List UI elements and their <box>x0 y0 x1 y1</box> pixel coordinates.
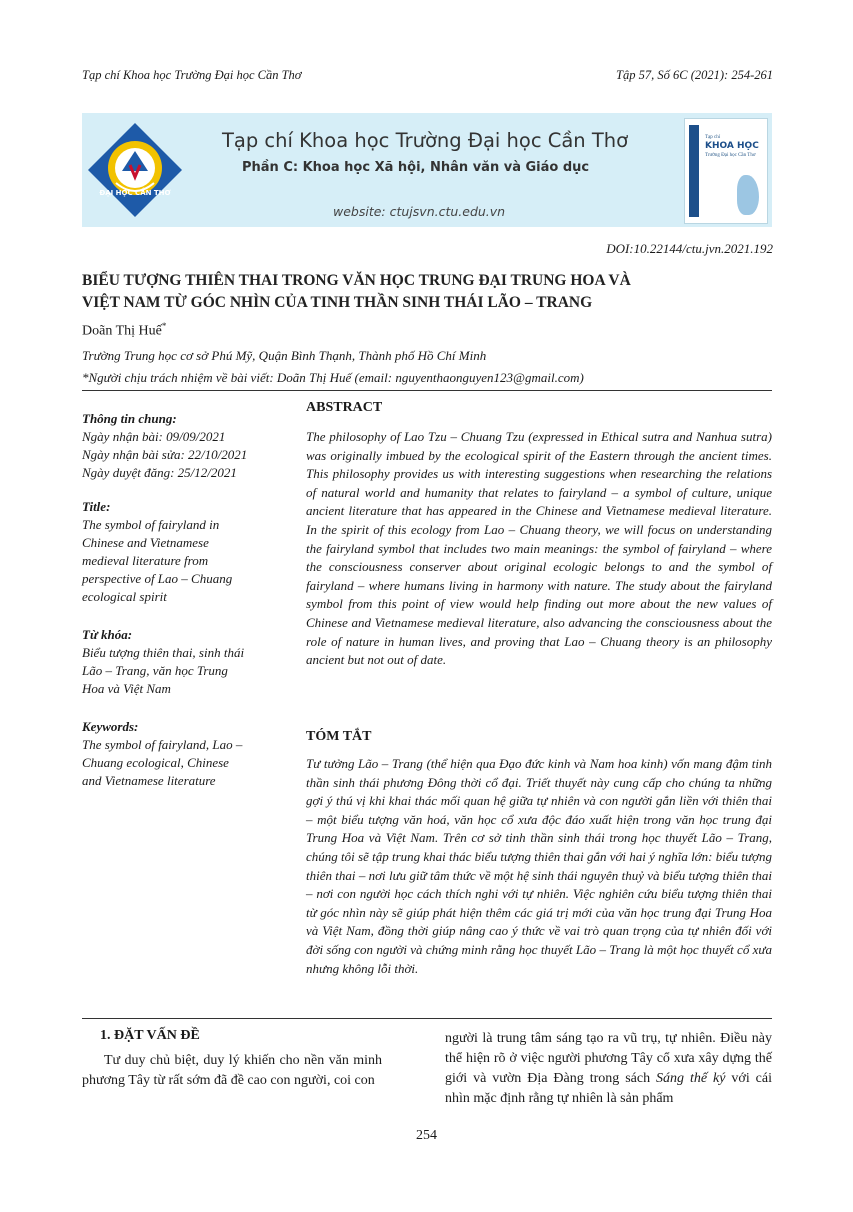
banner-subtitle: Phần C: Khoa học Xã hội, Nhân văn và Giáo dục <box>242 160 590 175</box>
affiliation: Trường Trung học cơ sở Phú Mỹ, Quận Bình Thạnh, Thành phố Hồ Chí Minh <box>82 348 487 363</box>
author-mark: * <box>161 321 167 331</box>
article-title <box>82 270 782 314</box>
body-text: với cái nhìn mặc định rằng tự nhiên là sản phẩm <box>445 1071 772 1106</box>
corresponding-author: *Người chịu trách nhiệm về bài viết: Doãn Thị Huế (email: nguyenthaonguyen123@gmail.com) <box>82 370 584 385</box>
logo-emblem-icon <box>86 121 184 219</box>
keywords-line: The symbol of fairyland, Lao – <box>82 737 243 752</box>
abstract-heading: ABSTRACT <box>306 400 383 415</box>
body-text-right-column <box>445 1029 772 1109</box>
author <box>82 321 166 340</box>
keywords-heading: Keywords: <box>82 719 139 734</box>
logo-text: ĐẠI HỌC CẦN THƠ <box>99 189 171 197</box>
received-date: Ngày nhận bài: 09/09/2021 <box>82 429 226 444</box>
university-logo <box>86 121 184 219</box>
body-text-left-column: Tư duy chủ biệt, duy lý khiến cho nền văn minh phương Tây từ rất sớm đã đề cao con người, coi con <box>82 1053 382 1088</box>
journal-cover-thumbnail <box>684 118 768 224</box>
accepted-date: Ngày duyệt đăng: 25/12/2021 <box>82 465 237 480</box>
vietnamese-keywords-heading: Từ khóa: <box>82 627 133 642</box>
vietnamese-keywords-line: Lão – Trang, văn học Trung <box>82 663 228 678</box>
tomtat-text: Tư tưởng Lão – Trang (thể hiện qua Đạo đức kinh và Nam hoa kinh) vốn mang đậm tinh thần sinh thái phương Đông thời cổ đại. Triết thuyết này cung cấp cho chúng ta những gợi ý thú vị khi khai thác mối quan hệ giữa tự nhiên và con người gắn liền với thiên thai – một biểu tượng văn hoá, văn học cổ xưa độc đáo xuất hiện trong văn học trung đại Trung Hoa và Việt Nam. Trên cơ sở tinh thần sinh thái trong học thuyết Lão – Trang, chúng tôi sẽ tập trung khai thác biểu tượng thiên thai gắn với hai ý nghĩa lớn: biểu tượng thiên thai – nơi lưu giữ tâm thức về một hệ sinh thái nguyên thuỷ và biểu tượng thiên thai – nơi con người học cách thích nghi với tự nhiên. Việc nghiên cứu biểu tượng thiên thai từ góc nhìn này sẽ giúp phát hiện thêm các giá trị mới của văn học trung đại Trung Hoa và Việt Nam, đồng thời giúp nâng cao ý thức về vai trò quan trọng của tự nhiên đối với đời sống con người và chứng minh rằng học thuyết Lão – Trang là một học thuyết cổ xưa nhưng không lỗi thời. <box>306 756 772 976</box>
vietnamese-keywords-line: Biểu tượng thiên thai, sinh thái <box>82 645 245 660</box>
section-heading: 1. ĐẶT VẤN ĐỀ <box>100 1028 200 1043</box>
abstract-text: The philosophy of Lao Tzu – Chuang Tzu (expressed in Ethical sutra and Nanhua sutra) was originally imbued by the ecological spirit of the Eastern through the ancient times. This philosophy provides us with interesting suggestions when researching the relations of natural world and humanity that relates to fairyland – a symbol of culture, unique ancient literature that has appeared in the Chinese and Vietnamese medieval literature. In the spirit of this ecology from Lao – Chuang theory, we will focus on understanding the fairyland symbol that includes two main meanings: the symbol of fairyland – where the consciousness conserver about original ecologic belongs to and the symbol of fairyland – where humans living in harmony with nature. The study about the fairyland symbol from this point of view would help finding out more about the new values of Chinese and Vietnamese medieval literature, also advancing the consciousness about the role of nature in human lives, and proving that Lao – Chuang theory is an philosophy ancient but not out of date. <box>306 429 772 668</box>
english-title-line: The symbol of fairyland in <box>82 517 220 532</box>
english-title-line: perspective of Lao – Chuang <box>82 571 233 586</box>
keywords-line: and Vietnamese literature <box>82 773 216 788</box>
cover-label-small: Tạp chí <box>705 135 721 140</box>
tomtat-heading: TÓM TẮT <box>306 729 372 744</box>
cover-title: KHOA HỌC <box>705 141 759 151</box>
english-title-line: ecological spirit <box>82 589 167 604</box>
info-heading: Thông tin chung: <box>82 411 177 426</box>
revised-date: Ngày nhận bài sửa: 22/10/2021 <box>82 447 248 462</box>
keywords-line: Chuang ecological, Chinese <box>82 755 229 770</box>
banner-website: website: ctujsvn.ctu.edu.vn <box>333 204 506 219</box>
banner-title: Tạp chí Khoa học Trường Đại học Cần Thơ <box>222 129 629 152</box>
body-text-emphasis: Sáng thế ký <box>656 1071 726 1086</box>
cover-map-icon <box>737 175 759 215</box>
english-title-line: medieval literature from <box>82 553 209 568</box>
body-text: người là trung tâm sáng tạo ra vũ trụ, tự nhiên. Điều này thể hiện rõ ở việc người phương Tây cổ xưa xây dựng thế giới và vườn Địa Đàng trong sách <box>445 1031 772 1086</box>
running-header-volume: Tập 57, Số 6C (2021): 254-261 <box>616 68 773 82</box>
title-heading: Title: <box>82 499 111 514</box>
vietnamese-keywords-line: Hoa và Việt Nam <box>82 681 171 696</box>
divider <box>82 1018 772 1019</box>
article-title-line: BIỂU TƯỢNG THIÊN THAI TRONG VĂN HỌC TRUNG ĐẠI TRUNG HOA VÀ <box>82 272 631 289</box>
cover-side-bar <box>689 125 699 217</box>
article-title-line: VIỆT NAM TỪ GÓC NHÌN CỦA TINH THẦN SINH THÁI LÃO – TRANG <box>82 294 593 311</box>
doi-link[interactable]: DOI:10.22144/ctu.jvn.2021.192 <box>606 241 773 256</box>
english-title-line: Chinese and Vietnamese <box>82 535 209 550</box>
author-name: Doãn Thị Huế <box>82 323 162 339</box>
cover-label-university: Trường Đại học Cần Thơ <box>705 153 756 158</box>
running-header-journal: Tạp chí Khoa học Trường Đại học Cần Thơ <box>82 68 302 82</box>
divider <box>82 390 772 391</box>
page-number: 254 <box>416 1128 437 1143</box>
